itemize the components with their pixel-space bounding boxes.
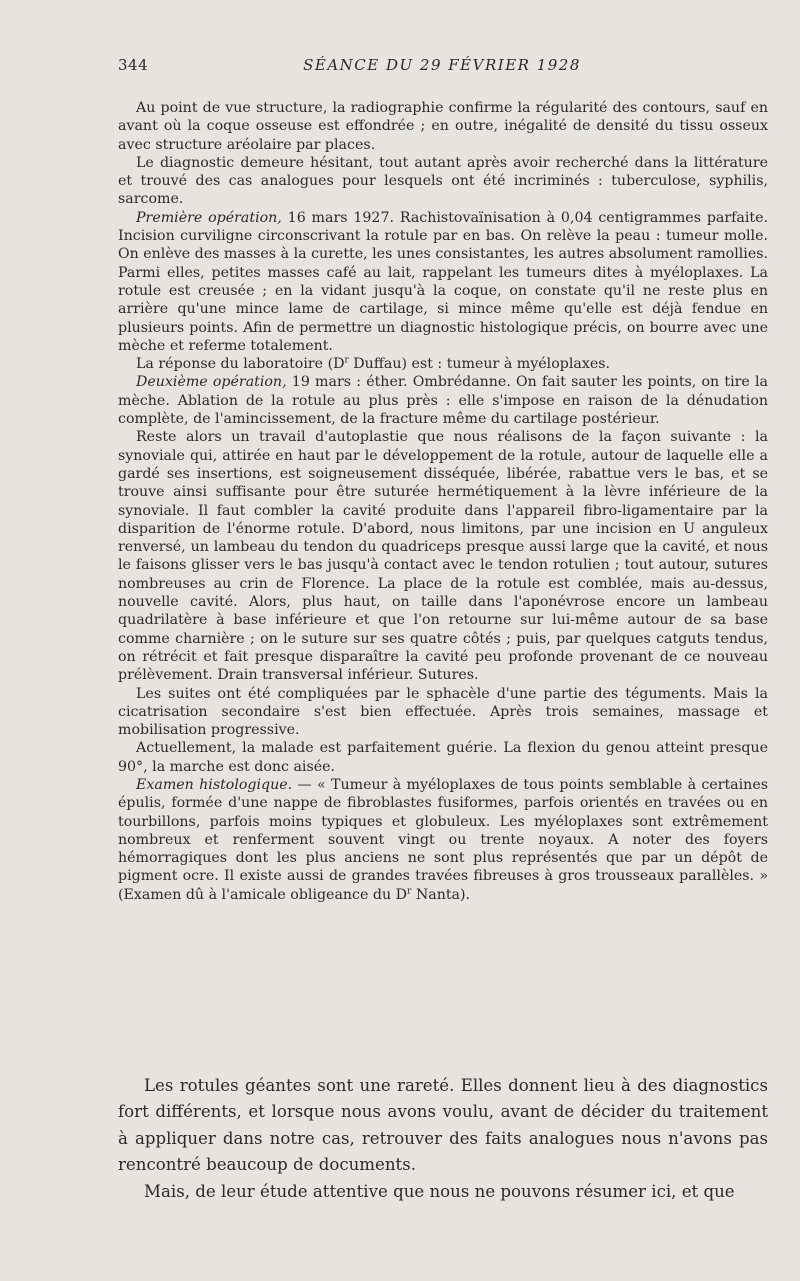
paragraph-second-operation xyxy=(118,373,768,428)
large-print-body xyxy=(118,1073,768,1205)
histology-heading: Examen histologique. xyxy=(136,776,293,793)
paragraph-autoplasty: Reste alors un travail d'autoplastie que nous réalisons de la façon suivante : la synoviale qui, attirée en haut par le développement de la rotule, autour de laquelle elle a gardé ses insertions, est soigneusement disséquée, libérée, rabattue vers le bas, et se trouve ainsi suffisante pour être suturée hermétiquement à la lèvre inférieure de la synoviale. Il faut combler la cavité produite dans l'appareil fibro-ligamentaire par la disparition de l'énorme rotule. D'abord, nous limitons, par une incision en U anguleux renversé, un lambeau du tendon du quadriceps presque aussi large que la cavité, et nous le faisons glisser vers le bas jusqu'à contact avec le tendon rotulien ; tout autour, sutures nombreuses au crin de Florence. La place de la rotule est comblée, mais au-dessus, nouvelle cavité. Alors, plus haut, on taille dans l'aponévrose encore un lambeau quadrilatère à base inférieure et que l'on retourne sur lui-même autour de sa base comme charnière ; on le suture sur ses quatre côtés ; puis, par quelques catguts tendus, on rétrécit et fait presque disparaître la cavité peu profonde provenant de ce nouveau prélèvement. Drain transversal inférieur. Sutures. xyxy=(118,429,768,684)
second-operation-heading: Deuxième opération, xyxy=(136,374,287,391)
first-operation-heading: Première opération, xyxy=(136,209,282,226)
small-print-body xyxy=(118,99,768,904)
paragraph-current-state: Actuellement, la malade est parfaitement guérie. La flexion du genou atteint presque 90°, la marche est donc aisée. xyxy=(118,740,768,775)
second-operation-text: 19 mars : éther. Ombrédanne. On fait sauter les points, on tire la mèche. Ablation de la rotule au plus près : elle s'impose en raison de la dénudation complète, de l'amincissement, de la fracture même du cartilage postérieur. xyxy=(118,374,769,428)
running-title: SÉANCE DU 29 FÉVRIER 1928 xyxy=(303,56,581,74)
lab-response-text: La réponse du laboratoire (D xyxy=(136,356,345,373)
doctor-abbrev-sup-2: r xyxy=(407,886,412,897)
doctor-abbrev-sup: r xyxy=(344,355,349,366)
paragraph-giant-patellae: Les rotules géantes sont une rareté. Elles donnent lieu à des diagnostics fort différents, et lorsque nous avons voulu, avant de décider du traitement à appliquer dans notre cas, retrouver des faits analogues nous n'avons pas rencontré beaucoup de documents. xyxy=(118,1076,768,1175)
paragraph-aftermath: Les suites ont été compliquées par le sphacèle d'une partie des téguments. Mais la cicatrisation secondaire s'est bien effectuée. Après trois semaines, massage et mobilisation progressive. xyxy=(118,685,768,739)
paragraph-lab-response xyxy=(118,355,768,373)
paragraph-study: Mais, de leur étude attentive que nous ne pouvons résumer ici, et que xyxy=(144,1181,735,1201)
histology-text-end: Nanta). xyxy=(411,886,471,903)
paragraph-diagnosis: Le diagnostic demeure hésitant, tout autant après avoir recherché dans la littérature et trouvé des cas analogues pour lesquels ont été incriminés : tuberculose, syphilis, sarcome. xyxy=(118,154,768,208)
paragraph-structure: Au point de vue structure, la radiographie confirme la régularité des contours, sauf en avant où la coque osseuse est effondrée ; en outre, inégalité de densité du tissu osseux avec structure aréolaire par places. xyxy=(118,100,768,153)
page-number: 344 xyxy=(118,56,149,74)
histology-text: — « Tumeur à myéloplaxes de tous points semblable à certaines épulis, formée d'une nappe de fibroblastes fusiformes, parfois orientés en travées ou en tourbillons, parfois moins typiques et globuleux. Les myéloplaxes sont extrêmement nombreux et renferment souvent vingt ou trente noyaux. A noter des foyers hémorragiques dont les plus anciens ne sont plus représentés que par un dépôt de pigment ocre. Il existe aussi de grandes travées fibreuses à gros trousseaux parallèles. » (Examen dû à l'amicale obligeance du D xyxy=(118,776,768,903)
lab-response-text-end: Duffau) est : tumeur à myéloplaxes. xyxy=(348,356,611,373)
paragraph-histology xyxy=(118,776,768,904)
first-operation-text: 16 mars 1927. Rachistovaïnisation à 0,04 centigrammes parfaite. Incision curviligne circonscrivant la rotule par en bas. On relève la peau : tumeur molle. On enlève des masses à la curette, les unes consistantes, les autres absolument ramollies. Parmi elles, petites masses café au lait, rappelant les tumeurs dites à myéloplaxes. La rotule est creusée ; en la vidant jusqu'à la coque, on constate qu'il ne reste plus en arrière qu'une mince lame de cartilage, si mince même qu'elle est déjà fendue en plusieurs points. Afin de permettre un diagnostic histologique précis, on bourre avec une mèche et referme totalement. xyxy=(118,209,769,354)
running-header xyxy=(118,56,766,80)
paragraph-first-operation xyxy=(118,209,768,355)
